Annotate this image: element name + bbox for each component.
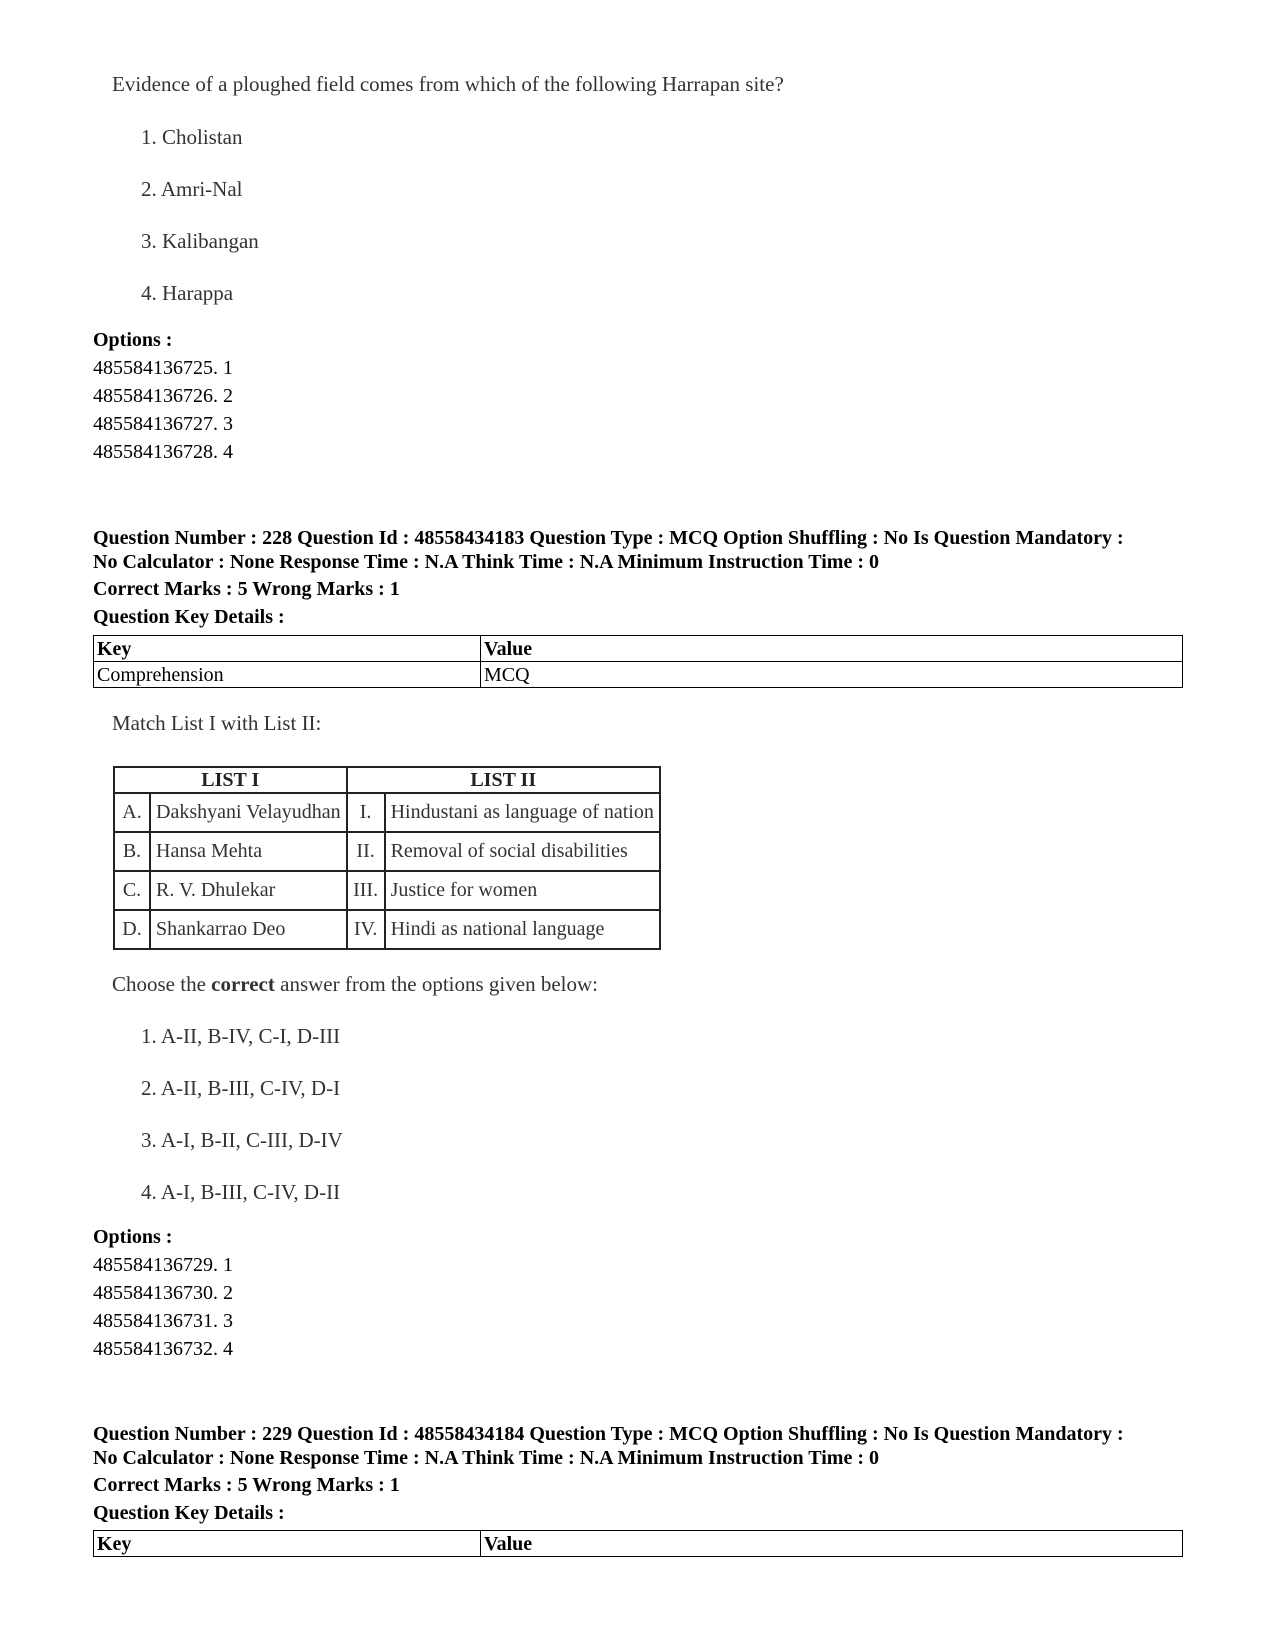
table-cell: II. (347, 832, 385, 871)
key-details-label: Question Key Details : (93, 606, 285, 628)
table-header-cell: Key (94, 636, 481, 662)
instruction-pre: Choose the (112, 972, 212, 996)
table-cell: D. (114, 910, 150, 949)
match-list-table (113, 766, 661, 950)
choice-item: 1. Cholistan (141, 125, 243, 149)
option-id: 485584136729. 1 (93, 1254, 233, 1276)
question-meta-line: Question Number : 229 Question Id : 48558434184 Question Type : MCQ Option Shuffling : No Is Question Mandatory : (93, 1423, 1124, 1445)
marks-line: Correct Marks : 5 Wrong Marks : 1 (93, 578, 400, 600)
table-cell: Justice for women (385, 871, 660, 910)
table-cell: Hindi as national language (385, 910, 660, 949)
table-cell: R. V. Dhulekar (150, 871, 347, 910)
options-label: Options : (93, 329, 173, 351)
choice-item: 4. A-I, B-III, C-IV, D-II (141, 1180, 341, 1204)
table-header-cell: LIST II (347, 767, 660, 793)
choice-item: 2. Amri-Nal (141, 177, 243, 201)
question-meta (93, 1422, 1203, 1470)
option-id: 485584136725. 1 (93, 357, 233, 379)
table-header-cell: Value (481, 636, 1183, 662)
table-row (94, 1531, 1183, 1557)
table-cell: MCQ (481, 662, 1183, 688)
choice-item: 3. Kalibangan (141, 229, 259, 253)
question-text: Match List I with List II: (112, 711, 322, 735)
table-row (114, 793, 660, 832)
question-meta (93, 526, 1203, 574)
table-cell: Comprehension (94, 662, 481, 688)
choice-item: 4. Harappa (141, 281, 234, 305)
option-id: 485584136727. 3 (93, 413, 233, 435)
question-meta-line: Question Number : 228 Question Id : 48558434183 Question Type : MCQ Option Shuffling : No Is Question Mandatory : (93, 527, 1124, 549)
question-text: Evidence of a ploughed field comes from which of the following Harrapan site? (112, 72, 784, 96)
instruction-text (112, 972, 598, 997)
question-meta-line: No Calculator : None Response Time : N.A Think Time : N.A Minimum Instruction Time : 0 (93, 1447, 879, 1469)
option-id: 485584136732. 4 (93, 1338, 233, 1360)
table-cell: Dakshyani Velayudhan (150, 793, 347, 832)
option-id: 485584136726. 2 (93, 385, 233, 407)
table-header-cell: Key (94, 1531, 481, 1557)
table-cell: C. (114, 871, 150, 910)
table-cell: B. (114, 832, 150, 871)
instruction-bold: correct (211, 972, 275, 996)
instruction-post: answer from the options given below: (274, 972, 598, 996)
table-cell: Shankarrao Deo (150, 910, 347, 949)
table-header-cell: Value (481, 1531, 1183, 1557)
table-row (114, 832, 660, 871)
table-row (114, 767, 660, 793)
table-cell: A. (114, 793, 150, 832)
table-cell: IV. (347, 910, 385, 949)
choice-item: 2. A-II, B-III, C-IV, D-I (141, 1076, 341, 1100)
table-header-cell: LIST I (114, 767, 347, 793)
table-cell: I. (347, 793, 385, 832)
table-row (94, 662, 1183, 688)
options-label: Options : (93, 1226, 173, 1248)
table-cell: III. (347, 871, 385, 910)
question-meta-line: No Calculator : None Response Time : N.A Think Time : N.A Minimum Instruction Time : 0 (93, 551, 879, 573)
table-row (114, 910, 660, 949)
table-cell: Hindustani as language of nation (385, 793, 660, 832)
key-details-table (93, 635, 1183, 688)
option-id: 485584136730. 2 (93, 1282, 233, 1304)
choice-item: 1. A-II, B-IV, C-I, D-III (141, 1024, 341, 1048)
option-id: 485584136731. 3 (93, 1310, 233, 1332)
key-details-label: Question Key Details : (93, 1502, 285, 1524)
key-details-table (93, 1530, 1183, 1557)
table-cell: Hansa Mehta (150, 832, 347, 871)
option-id: 485584136728. 4 (93, 441, 233, 463)
choice-item: 3. A-I, B-II, C-III, D-IV (141, 1128, 343, 1152)
table-row (114, 871, 660, 910)
table-cell: Removal of social disabilities (385, 832, 660, 871)
table-row (94, 636, 1183, 662)
marks-line: Correct Marks : 5 Wrong Marks : 1 (93, 1474, 400, 1496)
